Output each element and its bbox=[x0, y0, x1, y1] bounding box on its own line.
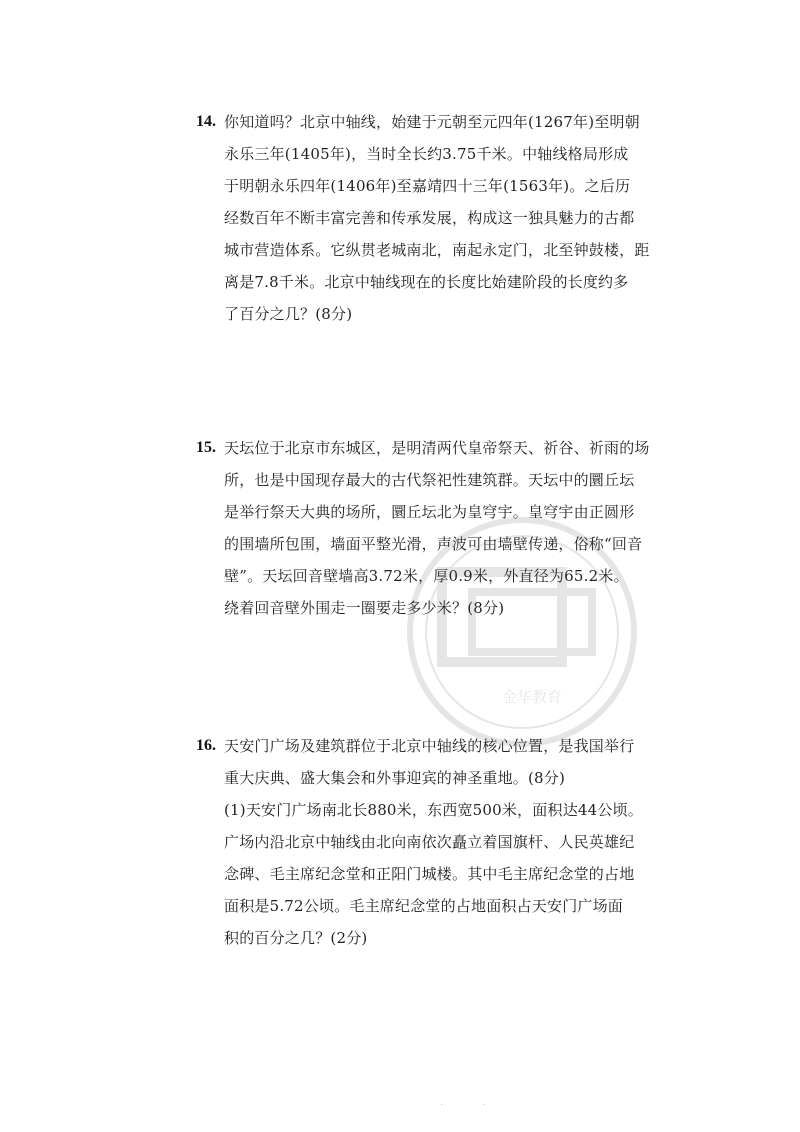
text-line: 永乐三年(1405年)，当时全长约3.75千米。中轴线格局形成 bbox=[224, 145, 629, 163]
text-line: 念碑、毛主席纪念堂和正阳门城楼。其中毛主席纪念堂的占地 bbox=[224, 865, 635, 883]
scan-dots: · · bbox=[440, 1100, 504, 1111]
text-line: 壁”。天坛回音壁墙高3.72米，厚0.9米，外直径为65.2米。 bbox=[224, 567, 629, 585]
text-line: 面积是5.72公顷。毛主席纪念堂的占地面积占天安门广场面 bbox=[224, 897, 624, 915]
text-line: 绕着回音壁外围走一圈要走多少米？(8分) bbox=[224, 599, 505, 617]
text-line: 了百分之几？(8分) bbox=[224, 305, 353, 323]
text-line: 你知道吗？北京中轴线，始建于元朝至元四年(1267年)至明朝 bbox=[224, 113, 640, 131]
text-line: 积的百分之几？(2分) bbox=[224, 929, 368, 947]
text-line: 天坛位于北京市东城区，是明清两代皇帝祭天、祈谷、祈雨的场 bbox=[224, 439, 650, 457]
question-text bbox=[224, 106, 650, 330]
text-line: 广场内沿北京中轴线由北向南依次矗立着国旗杆、人民英雄纪 bbox=[224, 833, 635, 851]
text-line: 的围墙所包围，墙面平整光滑，声波可由墙壁传递，俗称“回音 bbox=[224, 535, 643, 553]
text-line: 天安门广场及建筑群位于北京中轴线的核心位置，是我国举行 bbox=[224, 737, 635, 755]
text-line: 所，也是中国现存最大的古代祭祀性建筑群。天坛中的圜丘坛 bbox=[224, 471, 635, 489]
text-line: 城市营造体系。它纵贯老城南北，南起永定门，北至钟鼓楼，距 bbox=[224, 241, 650, 259]
question-number: 16. bbox=[196, 737, 216, 754]
text-line: (1)天安门广场南北长880米，东西宽500米，面积达44公顷。 bbox=[224, 801, 643, 819]
question-number: 14. bbox=[196, 113, 216, 130]
text-line: 经数百年不断丰富完善和传承发展，构成这一独具魅力的古都 bbox=[224, 209, 635, 227]
text-line: 是举行祭天大典的场所，圜丘坛北为皇穹宇。皇穹宇由正圆形 bbox=[224, 503, 635, 521]
question-text bbox=[224, 432, 650, 624]
question-number: 15. bbox=[196, 439, 216, 456]
text-line: 重大庆典、盛大集会和外事迎宾的神圣重地。(8分) bbox=[224, 769, 566, 787]
question-text bbox=[224, 730, 643, 954]
text-line: 于明朝永乐四年(1406年)至嘉靖四十三年(1563年)。之后历 bbox=[224, 177, 631, 195]
watermark-text: 金华教育 bbox=[502, 688, 563, 706]
text-line: 离是7.8千米。北京中轴线现在的长度比始建阶段的长度约多 bbox=[224, 273, 629, 291]
